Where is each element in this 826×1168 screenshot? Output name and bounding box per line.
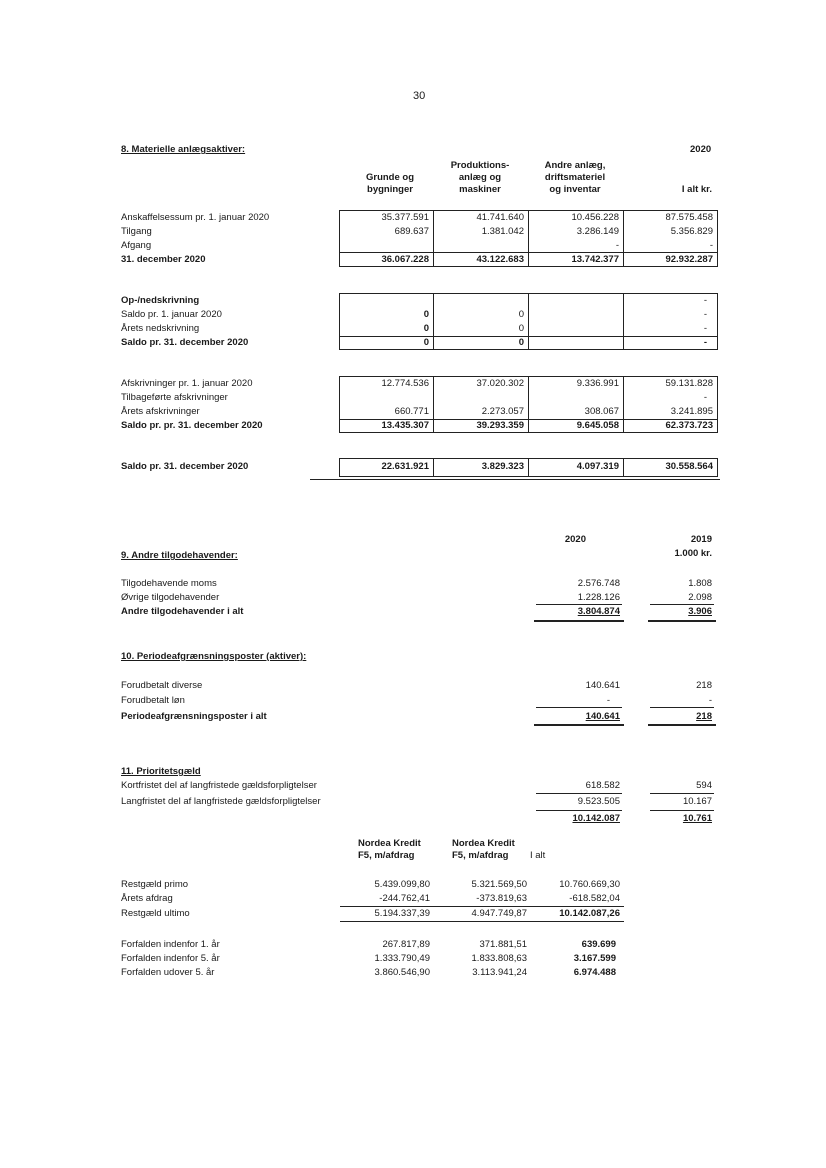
year-header-b: 2019 bbox=[690, 534, 712, 545]
section-title: 10. Periodeafgrænsningsposter (aktiver): bbox=[121, 651, 307, 662]
year-header-a: 2020 bbox=[564, 534, 586, 545]
section-title: 9. Andre tilgodehavender: bbox=[121, 550, 238, 561]
loan-header-2: Nordea Kredit F5, m/afdrag bbox=[452, 838, 515, 861]
col-header-i-alt: I alt kr. bbox=[681, 184, 712, 195]
col-header-grunde: Grunde og bygninger bbox=[365, 172, 415, 195]
section-title: 11. Prioritetsgæld bbox=[121, 766, 201, 777]
loan-header-i-alt: I alt bbox=[530, 850, 546, 861]
unit-label: 1.000 kr. bbox=[674, 548, 712, 559]
col-header-produktion: Produktions- anlæg og maskiner bbox=[450, 160, 510, 195]
loan-header-1: Nordea Kredit F5, m/afdrag bbox=[358, 838, 421, 861]
section-title: 8. Materielle anlægsaktiver: bbox=[121, 144, 246, 155]
col-header-andre-anlaeg: Andre anlæg, driftsmateriel og inventar bbox=[544, 160, 606, 195]
page-number: 30 bbox=[413, 90, 426, 102]
year-header: 2020 bbox=[690, 144, 712, 155]
